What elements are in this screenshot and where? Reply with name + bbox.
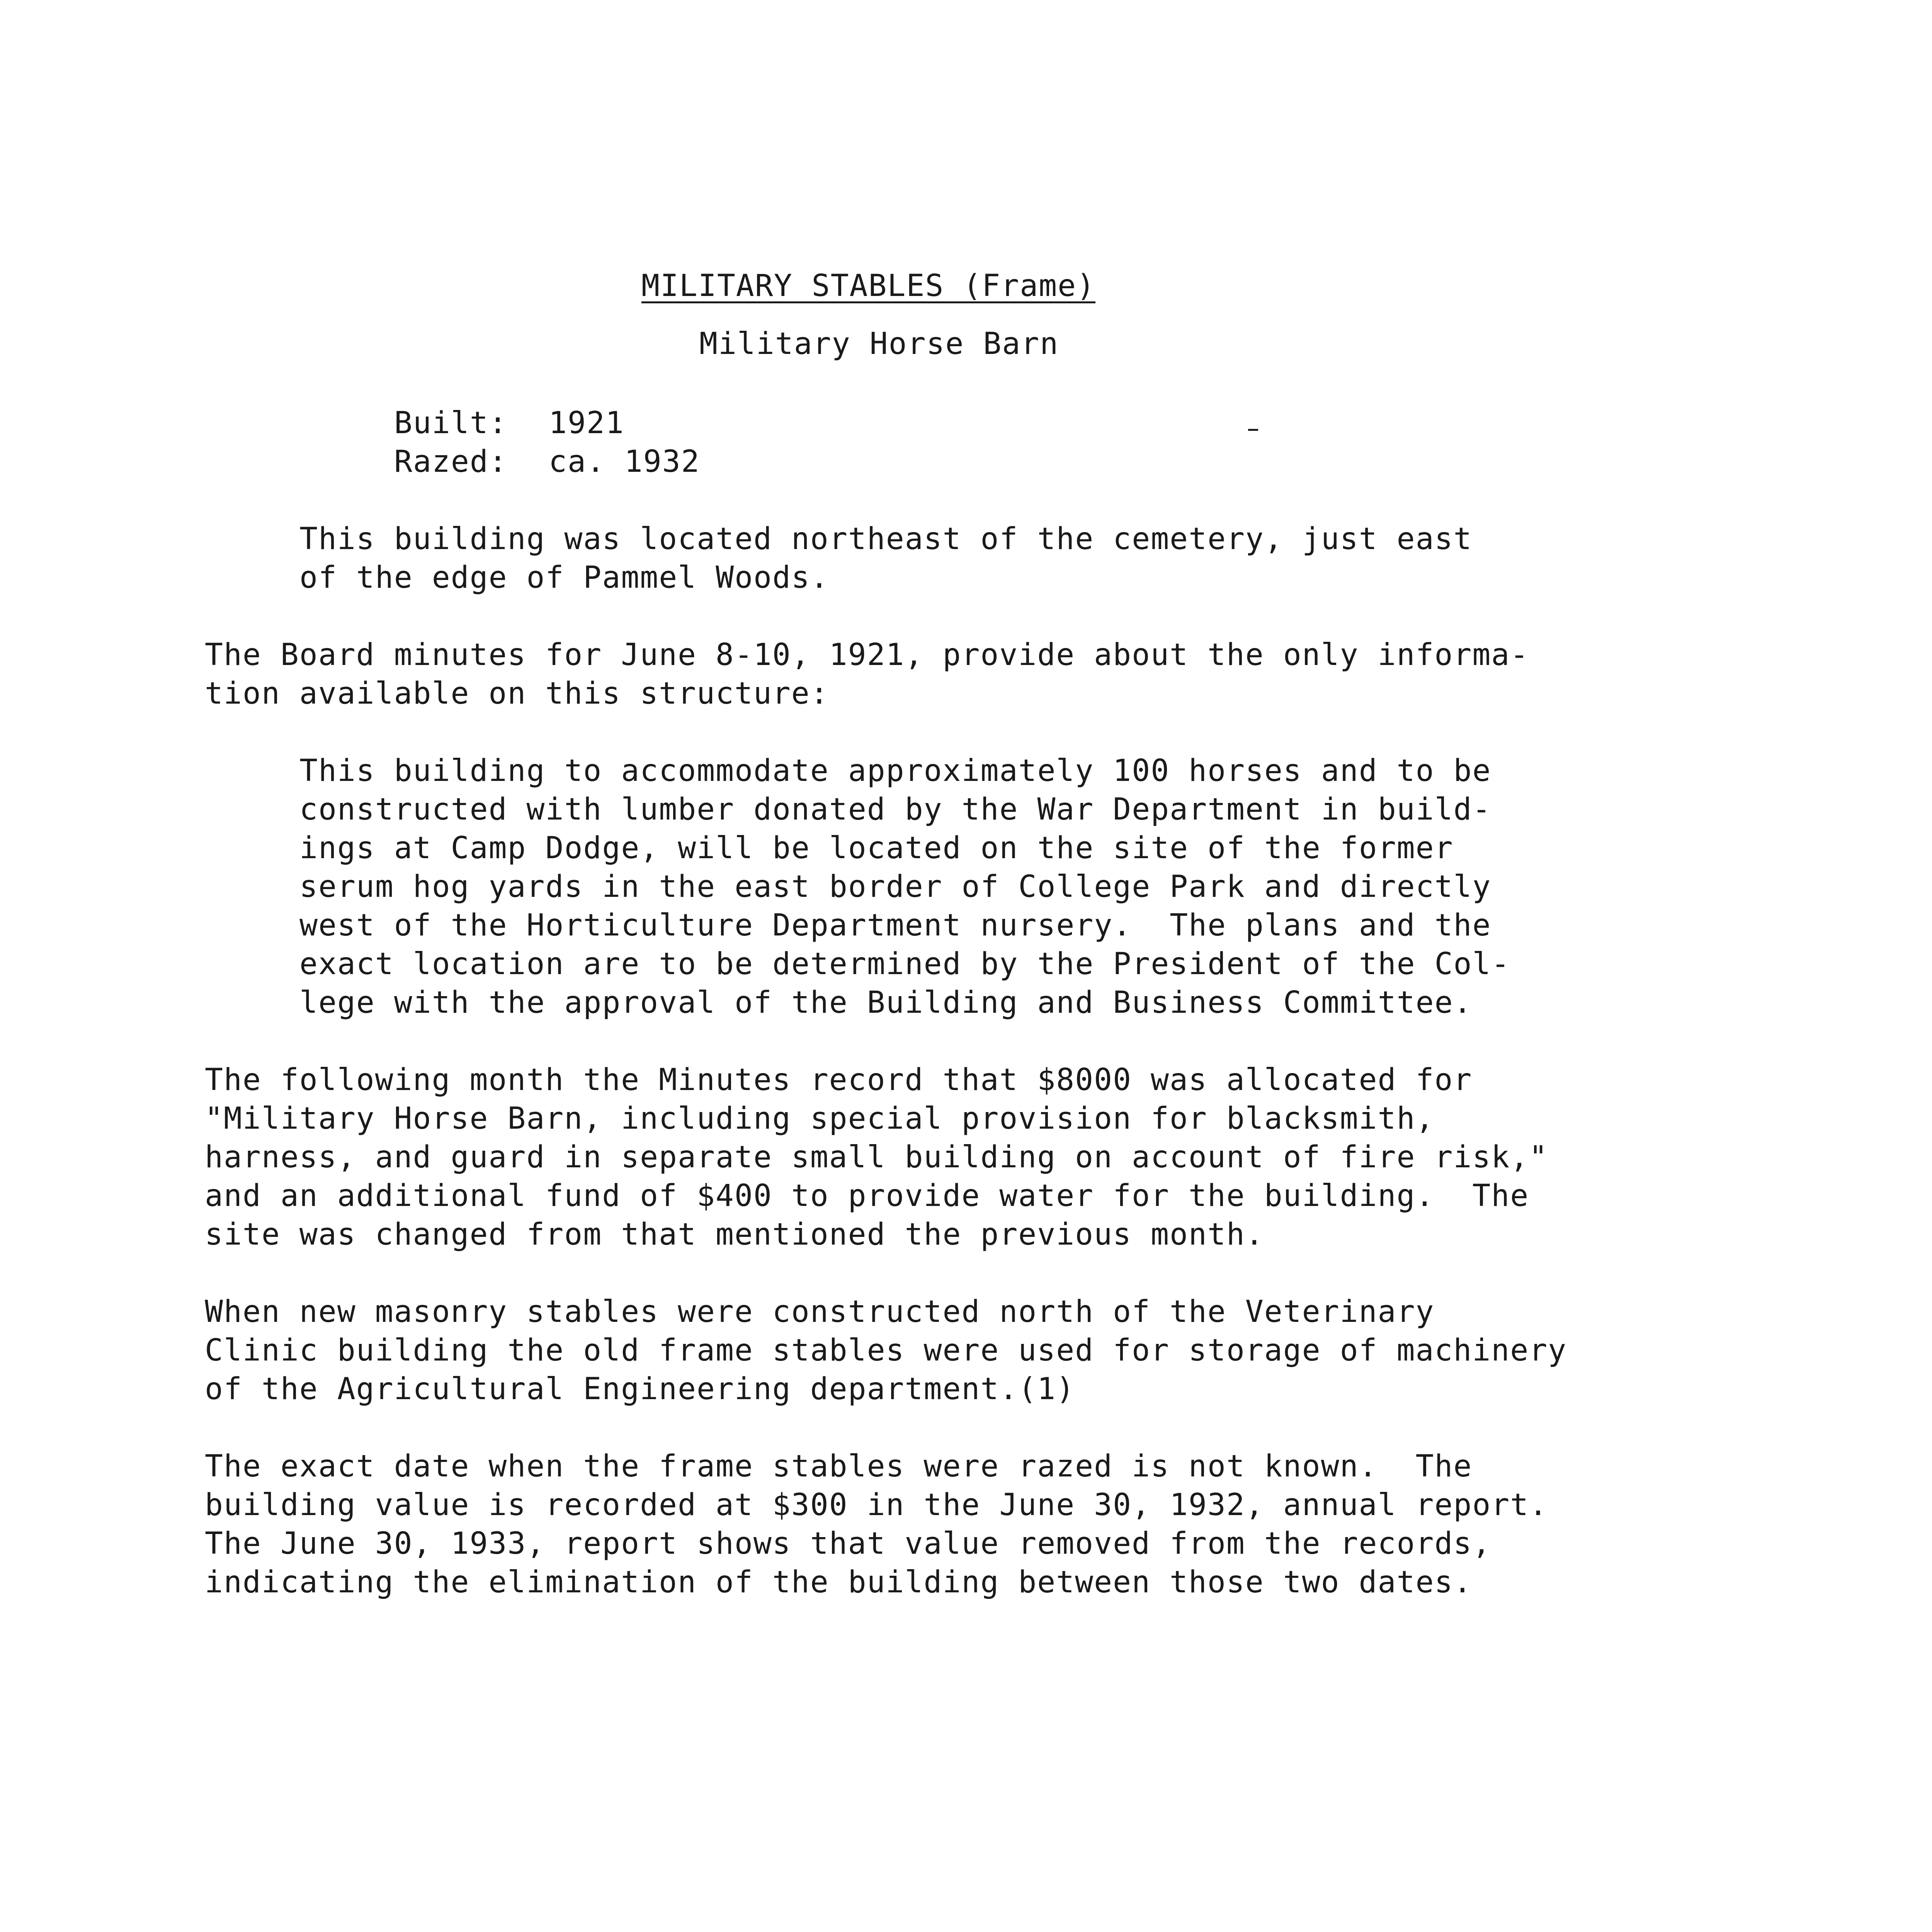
quote-line: constructed with lumber donated by the War Department in build- bbox=[299, 792, 1492, 827]
paragraph-3-line: and an additional fund of $400 to provide water for the building. The bbox=[205, 1179, 1529, 1213]
page-subtitle: Military Horse Barn bbox=[699, 327, 1059, 361]
paragraph-2-line: tion available on this structure: bbox=[205, 676, 829, 711]
built-value: 1921 bbox=[549, 406, 624, 440]
quote-line: This building to accommodate approximately 100 horses and to be bbox=[299, 753, 1492, 788]
paragraph-3-line: The following month the Minutes record that $8000 was allocated for bbox=[205, 1063, 1473, 1097]
stray-mark bbox=[1248, 429, 1258, 431]
quote-line: exact location are to be determined by the President of the Col- bbox=[299, 947, 1510, 981]
page-title: MILITARY STABLES (Frame) bbox=[641, 269, 1096, 303]
paragraph-1-line: This building was located northeast of the cemetery, just east bbox=[299, 522, 1473, 556]
paragraph-3-line: site was changed from that mentioned the previous month. bbox=[205, 1217, 1264, 1252]
paragraph-2-line: The Board minutes for June 8-10, 1921, provide about the only informa- bbox=[205, 638, 1529, 672]
paragraph-4-line: When new masonry stables were constructed north of the Veterinary bbox=[205, 1294, 1435, 1329]
built-label: Built: bbox=[394, 406, 508, 440]
paragraph-5-line: building value is recorded at $300 in the June 30, 1932, annual report. bbox=[205, 1488, 1548, 1522]
paragraph-1-line: of the edge of Pammel Woods. bbox=[299, 560, 829, 595]
paragraph-4-line: Clinic building the old frame stables were used for storage of machinery bbox=[205, 1333, 1567, 1368]
razed-value: ca. 1932 bbox=[549, 444, 700, 479]
paragraph-3-line: harness, and guard in separate small building on account of fire risk," bbox=[205, 1140, 1548, 1175]
paragraph-4-line: of the Agricultural Engineering department.(1) bbox=[205, 1372, 1075, 1406]
paragraph-5-line: indicating the elimination of the building between those two dates. bbox=[205, 1565, 1473, 1600]
quote-line: west of the Horticulture Department nursery. The plans and the bbox=[299, 908, 1492, 943]
quote-line: lege with the approval of the Building and Business Committee. bbox=[299, 985, 1473, 1020]
quote-line: serum hog yards in the east border of College Park and directly bbox=[299, 869, 1492, 904]
paragraph-3-line: "Military Horse Barn, including special provision for blacksmith, bbox=[205, 1101, 1435, 1136]
paragraph-5-line: The exact date when the frame stables were razed is not known. The bbox=[205, 1449, 1473, 1484]
quote-line: ings at Camp Dodge, will be located on the site of the former bbox=[299, 831, 1454, 866]
paragraph-5-line: The June 30, 1933, report shows that value removed from the records, bbox=[205, 1526, 1492, 1561]
razed-label: Razed: bbox=[394, 444, 508, 479]
